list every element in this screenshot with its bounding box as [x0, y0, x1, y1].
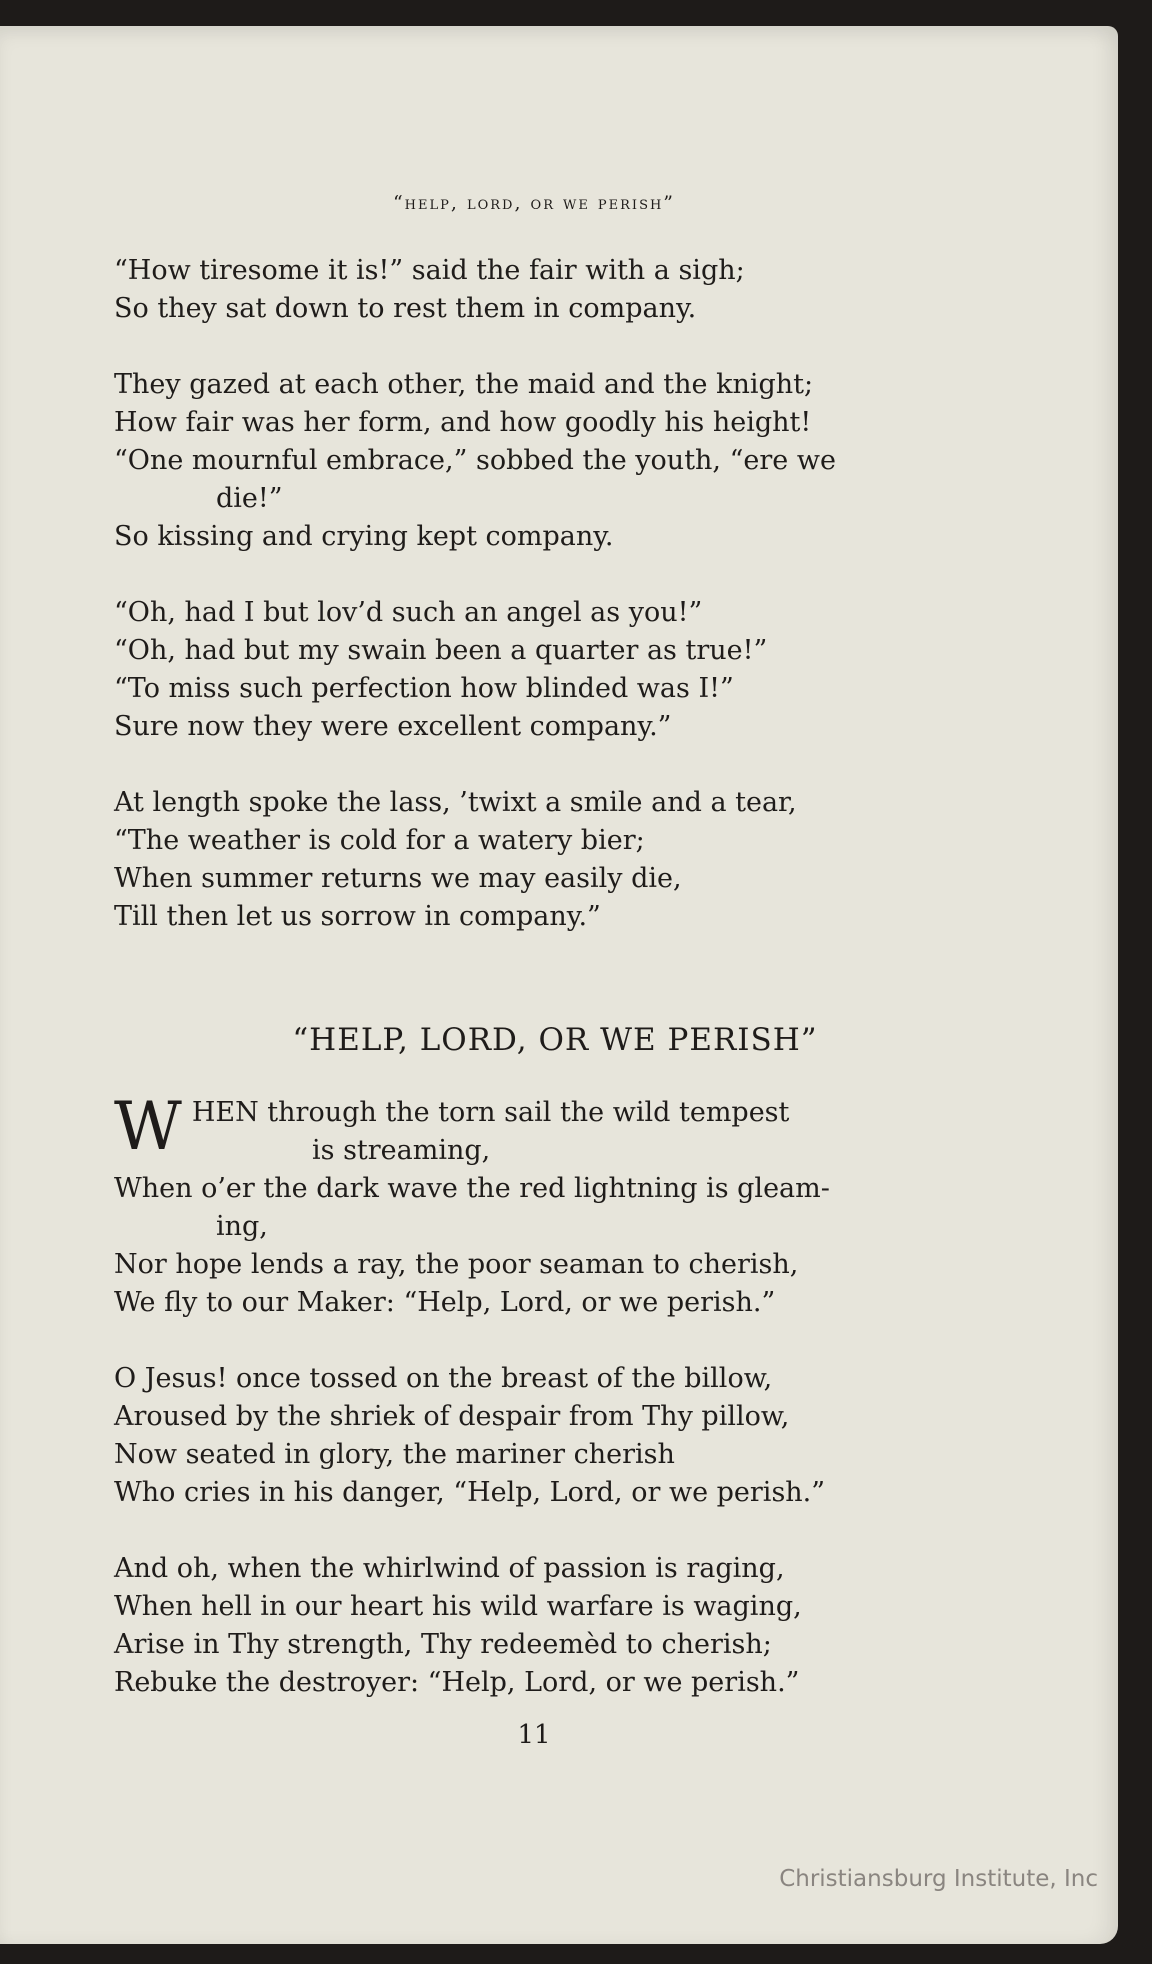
stanza — [114, 1550, 994, 1702]
poem-line: “Oh, had I but lov’d such an angel as you!” — [114, 597, 703, 628]
poem-line: We fly to our Maker: “Help, Lord, or we perish.” — [114, 1287, 776, 1318]
poem-line: “To miss such perfection how blinded was I!” — [114, 673, 734, 704]
poem-line: “The weather is cold for a watery bier; — [114, 825, 645, 856]
poem-line: When summer returns we may easily die, — [114, 863, 682, 894]
watermark: Christiansburg Institute, Inc — [779, 1866, 1098, 1892]
poem-line: Sure now they were excellent company.” — [114, 711, 672, 742]
poem-line: How fair was her form, and how goodly his height! — [114, 407, 812, 438]
poem-line: “One mournful embrace,” sobbed the youth, “ere we — [114, 445, 836, 476]
poem-line: O Jesus! once tossed on the breast of the billow, — [114, 1363, 773, 1394]
poem-line: And oh, when the whirlwind of passion is raging, — [114, 1553, 785, 1584]
poem-line: So they sat down to rest them in company. — [114, 293, 697, 324]
poem-line-continuation: ing, — [216, 1211, 268, 1242]
poem-body — [114, 1088, 994, 1740]
book-page — [0, 26, 1118, 1944]
poem-line: They gazed at each other, the maid and the knight; — [114, 369, 814, 400]
stanza — [114, 594, 994, 746]
poem-line: “Oh, had but my swain been a quarter as true!” — [114, 635, 768, 666]
poem-line: “How tiresome it is!” said the fair with a sigh; — [114, 255, 745, 286]
drop-cap: W — [114, 1088, 182, 1165]
poem-line: At length spoke the lass, ’twixt a smile and a tear, — [114, 787, 797, 818]
stanza — [114, 252, 994, 328]
stanza — [114, 1088, 994, 1322]
poem-line: Who cries in his danger, “Help, Lord, or we perish.” — [114, 1477, 826, 1508]
poem-line: HEN through the torn sail the wild tempest — [191, 1097, 790, 1128]
running-head: “help, lord, or we perish” — [392, 192, 676, 214]
poem-line: So kissing and crying kept company. — [114, 521, 614, 552]
stanza — [114, 366, 994, 556]
poem-line: Now seated in glory, the mariner cherish — [114, 1439, 675, 1470]
poem-line-continuation: is streaming, — [312, 1135, 491, 1166]
previous-poem-ending — [114, 252, 994, 974]
poem-line: Rebuke the destroyer: “Help, Lord, or we perish.” — [114, 1667, 800, 1698]
poem-line: Till then let us sorrow in company.” — [114, 901, 601, 932]
poem-line: Arise in Thy strength, Thy redeemèd to cherish; — [114, 1629, 772, 1660]
poem-line: Aroused by the shriek of despair from Thy pillow, — [114, 1401, 790, 1432]
stanza — [114, 1360, 994, 1512]
poem-title: “HELP, LORD, OR WE PERISH” — [292, 1022, 818, 1058]
page-number: 11 — [517, 1720, 551, 1750]
poem-line-continuation: die!” — [216, 483, 283, 514]
stanza — [114, 784, 994, 936]
poem-line: When hell in our heart his wild warfare is waging, — [114, 1591, 802, 1622]
poem-line: When o’er the dark wave the red lightning is gleam- — [114, 1173, 830, 1204]
poem-line: Nor hope lends a ray, the poor seaman to cherish, — [114, 1249, 799, 1280]
